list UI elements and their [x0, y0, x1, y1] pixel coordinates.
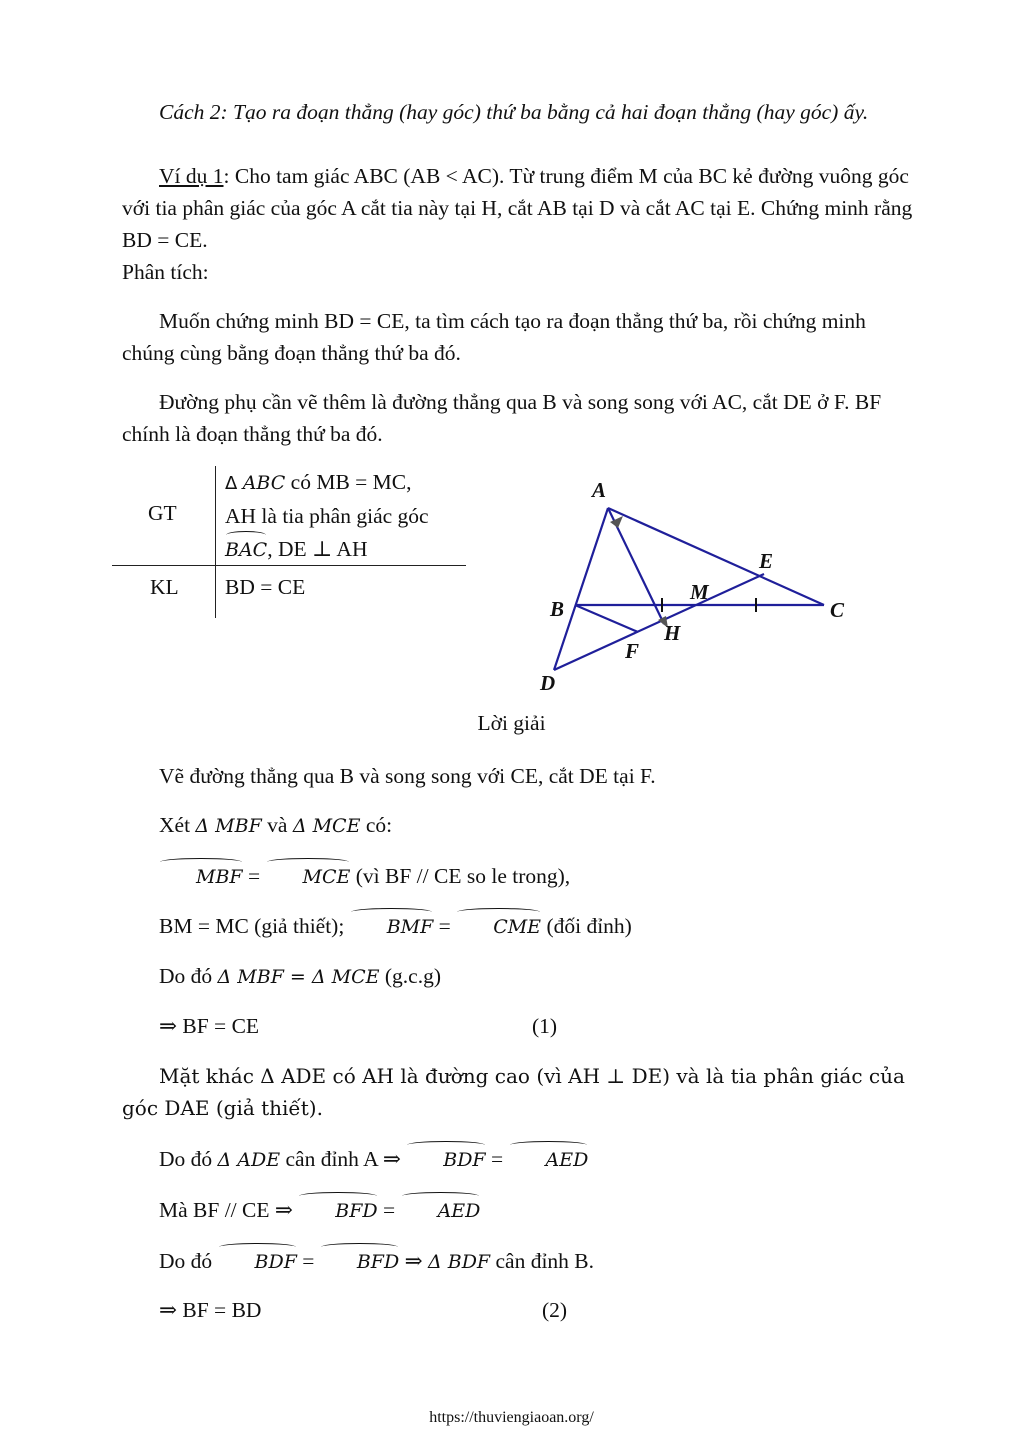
equals-sign: =: [377, 1198, 401, 1222]
angle-mbf: MBF: [159, 861, 243, 893]
label-b: B: [550, 597, 565, 621]
solution-line-4: [122, 910, 922, 943]
geometry-figure: [530, 470, 860, 700]
text-fragment: Mà BF // CE ⇒: [159, 1198, 299, 1222]
solution-line-10: [122, 1245, 922, 1278]
solution-line-2: [122, 809, 922, 842]
solution-heading: Lời giải: [477, 711, 546, 735]
text-fragment: cân đỉnh A ⇒: [280, 1147, 407, 1171]
solution-line-1: Vẽ đường thẳng qua B và song song với CE, cắt DE tại F.: [159, 764, 656, 788]
angle-bdf: BDF: [406, 1144, 485, 1176]
angle-bfd: BFD: [298, 1195, 377, 1227]
label-h: H: [664, 621, 681, 645]
triangle-mce: Δ MCE: [292, 815, 361, 837]
table-vertical-divider: [215, 466, 216, 618]
label-c: C: [830, 598, 845, 622]
label-f: F: [625, 639, 640, 663]
solution-line-5: [122, 960, 922, 993]
gt-line2: AH là tia phân giác góc: [225, 504, 429, 528]
triangle-ade: Δ ADE: [217, 1149, 281, 1171]
label-m: M: [690, 580, 709, 604]
triangle-equality: Δ MBF = Δ MCE: [217, 966, 380, 988]
equals-sign: =: [296, 1249, 320, 1273]
solution-line-8: [122, 1143, 922, 1176]
solution-line-11: [122, 1294, 922, 1326]
label-a: A: [592, 478, 607, 502]
analysis-paragraph-2: Đường phụ cần vẽ thêm là đường thẳng qua B và song song với AC, cắt DE ở F. BF chính là đoạn thẳng thứ ba đó.: [122, 390, 882, 446]
text-fragment: và: [261, 813, 293, 837]
example-label: Ví dụ 1: [159, 164, 224, 188]
kl-label: KL: [150, 575, 179, 599]
solution-line-3: [122, 860, 922, 893]
angle-cme: CME: [456, 911, 541, 943]
label-d: D: [540, 671, 556, 695]
text-fragment: (đối đỉnh): [541, 914, 632, 938]
angle-bdf: BDF: [218, 1246, 297, 1278]
gt-content: [225, 466, 465, 567]
analysis-label: Phân tích:: [122, 260, 209, 284]
equals-sign: =: [485, 1147, 509, 1171]
text-fragment: cân đỉnh B.: [490, 1249, 595, 1273]
footer-url[interactable]: https://thuviengiaoan.org/: [429, 1409, 594, 1426]
text-fragment: (vì BF // CE so le trong),: [350, 864, 571, 888]
label-e: E: [759, 549, 774, 573]
triangle-bdf: Δ BDF: [427, 1251, 491, 1273]
segment-ac: [608, 508, 824, 605]
text-fragment: Xét: [159, 813, 196, 837]
solution-line-9: [122, 1194, 922, 1227]
kl-content: BD = CE: [225, 575, 306, 599]
text-fragment: ⇒: [399, 1249, 428, 1273]
triangle-name: ABC: [242, 472, 286, 494]
solution-line-7: Mặt khác Δ ADE có AH là đường cao (vì AH ⊥ DE) và là tia phân giác của góc DAE (giả thiết).: [122, 1064, 905, 1120]
text-fragment: BM = MC (giả thiết);: [159, 914, 350, 938]
text-fragment: Do đó: [159, 964, 218, 988]
angle-mce: MCE: [266, 861, 351, 893]
gt-line3-rest: , DE ⊥ AH: [267, 537, 368, 561]
text-fragment: có:: [360, 813, 393, 837]
result-bf-ce: ⇒ BF = CE: [159, 1014, 260, 1038]
angle-bac: BAC: [225, 534, 267, 567]
example-paragraph: [122, 160, 922, 256]
text-fragment: Do đó: [159, 1249, 218, 1273]
segment-ad: [554, 508, 608, 670]
triangle-mbf: Δ MBF: [195, 815, 262, 837]
figure-lines: [554, 508, 824, 670]
text-fragment: Do đó: [159, 1147, 218, 1171]
method-heading: Cách 2: Tạo ra đoạn thẳng (hay góc) thứ ba bằng cả hai đoạn thẳng (hay góc) ấy.: [159, 100, 869, 124]
gt-line1-rest: có MB = MC,: [285, 470, 412, 494]
hypothesis-conclusion-table: [112, 466, 466, 618]
equals-sign: =: [242, 864, 266, 888]
equation-number-1: (1): [532, 1014, 558, 1038]
analysis-paragraph-1: Muốn chứng minh BD = CE, ta tìm cách tạo ra đoạn thẳng thứ ba, rồi chứng minh chúng cùng bằng đoạn thẳng thứ ba đó.: [122, 309, 866, 365]
gt-label: GT: [148, 501, 177, 525]
segment-bf: [575, 605, 638, 632]
example-text: : Cho tam giác ABC (AB < AC). Từ trung điểm M của BC kẻ đường vuông góc với tia phân giác của góc A cắt tia này tại H, cắt AB tại D và cắt AC tại E. Chứng minh rằng BD = CE.: [122, 164, 913, 252]
result-bf-bd: ⇒ BF = BD: [159, 1298, 262, 1322]
segment-de: [554, 574, 764, 670]
triangle-symbol: Δ: [225, 473, 238, 494]
equals-sign: =: [433, 914, 457, 938]
equation-number-2: (2): [542, 1298, 568, 1322]
angle-aed: AED: [509, 1144, 589, 1176]
angle-bmf: BMF: [350, 911, 434, 943]
angle-aed: AED: [401, 1195, 481, 1227]
angle-bfd: BFD: [320, 1246, 399, 1278]
solution-line-6: [122, 1010, 922, 1042]
text-fragment: (g.c.g): [379, 964, 442, 988]
